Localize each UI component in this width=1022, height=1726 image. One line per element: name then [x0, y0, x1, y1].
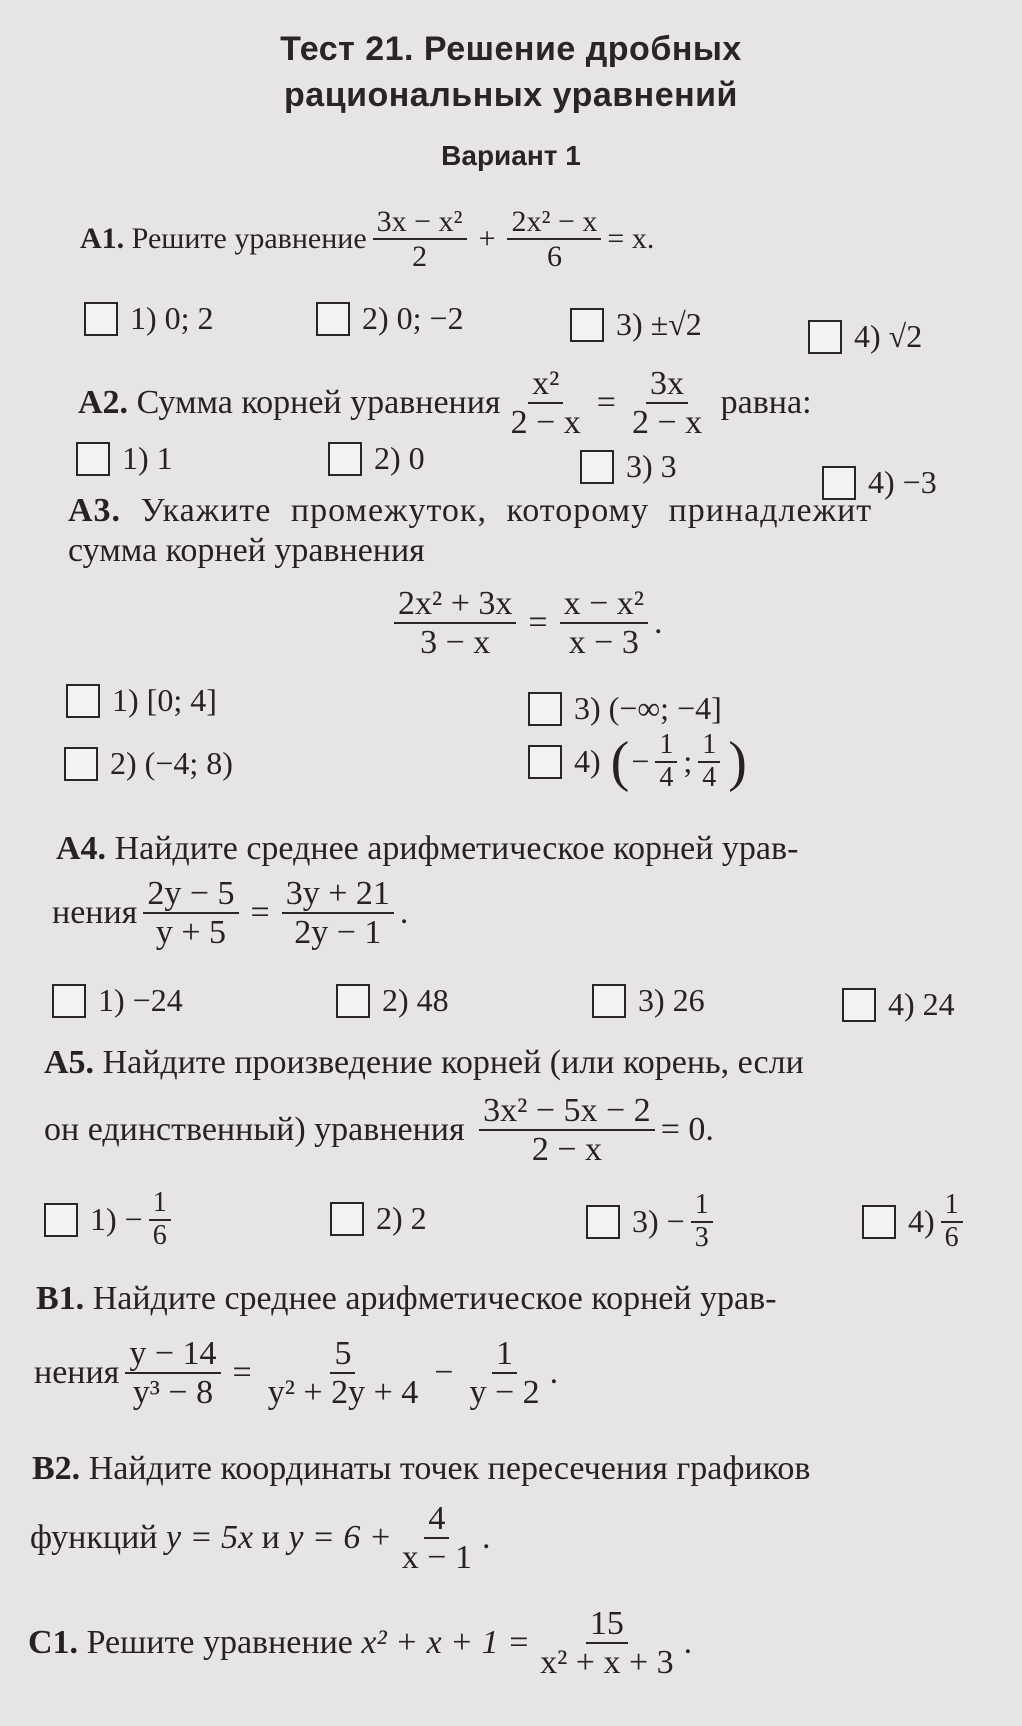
equation-tail: = 0. [660, 1111, 714, 1149]
operator: = [232, 1354, 252, 1392]
operator: − [434, 1354, 454, 1392]
option-text: 1) 0; 2 [130, 300, 214, 336]
question-c1 [28, 1605, 692, 1682]
numerator: 3y + 21 [282, 875, 394, 914]
fraction [536, 1605, 678, 1682]
checkbox[interactable] [580, 450, 614, 484]
numerator: 3x² − 5x − 2 [479, 1092, 655, 1131]
option-a2-3[interactable] [580, 448, 677, 485]
numerator: x − x² [560, 585, 648, 624]
operator: = [528, 604, 548, 642]
question-b1-line2 [34, 1335, 558, 1412]
checkbox[interactable] [528, 745, 562, 779]
checkbox[interactable] [592, 984, 626, 1018]
question-label: С1. [28, 1624, 79, 1662]
denominator: 6 [546, 240, 562, 273]
question-text: нения [34, 1354, 120, 1392]
question-text: Найдите произведение корней (или корень, если [102, 1044, 804, 1081]
variant-heading: Вариант 1 [441, 140, 581, 171]
conjunction: и [261, 1519, 280, 1557]
question-text: Сумма корней уравнения [136, 384, 501, 422]
option-a4-1[interactable] [52, 982, 183, 1019]
fraction [507, 205, 601, 273]
option-text: 3) ±√2 [616, 306, 702, 342]
option-text: 1) −24 [98, 982, 183, 1018]
numerator: 4 [424, 1500, 449, 1539]
question-a2 [78, 365, 812, 442]
fraction [398, 1500, 476, 1577]
option-text: 4) [574, 743, 601, 780]
checkbox[interactable] [842, 988, 876, 1022]
numerator: 2y − 5 [143, 875, 238, 914]
period: . [549, 1354, 559, 1392]
question-label: В2. [32, 1450, 81, 1487]
equation-a3 [388, 585, 662, 662]
denominator: 6 [944, 1221, 959, 1253]
period: . [683, 1624, 693, 1662]
denominator: y³ − 8 [132, 1374, 214, 1412]
fraction [628, 365, 706, 442]
question-text: Найдите среднее арифметическое корней урав- [92, 1280, 777, 1317]
option-a5-4[interactable] [862, 1190, 969, 1254]
numerator: 1 [698, 730, 720, 763]
option-text: 3) 3 [626, 448, 677, 484]
fraction [149, 1188, 171, 1252]
equation-left: x² + x + 1 = [361, 1624, 531, 1662]
denominator: x² + x + 3 [540, 1644, 674, 1682]
fraction [465, 1335, 543, 1412]
option-a2-2[interactable] [328, 440, 425, 477]
numerator: 1 [492, 1335, 517, 1374]
numerator: 1 [655, 730, 677, 763]
option-a2-1[interactable] [76, 440, 173, 477]
numerator: x² [528, 365, 563, 404]
option-text: 2) 2 [376, 1200, 427, 1236]
option-text: 4) √2 [854, 318, 923, 354]
option-a3-2[interactable] [64, 745, 233, 782]
checkbox[interactable] [330, 1202, 364, 1236]
option-text: 3) 26 [638, 982, 705, 1018]
denominator: 2y − 1 [294, 914, 382, 952]
function-2: y = 6 + [288, 1519, 392, 1557]
numerator: 2x² + 3x [394, 585, 516, 624]
option-text: 4) [908, 1203, 935, 1240]
numerator: 2x² − x [507, 205, 601, 240]
denominator: 2 − x [531, 1131, 602, 1169]
question-text: Решите уравнение [131, 222, 367, 255]
numerator: 5 [330, 1335, 355, 1374]
fraction [655, 730, 677, 794]
checkbox[interactable] [44, 1203, 78, 1237]
question-a4-line1 [56, 830, 798, 868]
question-b1-line1 [36, 1280, 777, 1318]
numerator: 15 [586, 1605, 628, 1644]
checkbox[interactable] [76, 442, 110, 476]
option-a3-1[interactable] [66, 682, 217, 719]
checkbox[interactable] [64, 747, 98, 781]
checkbox[interactable] [328, 442, 362, 476]
denominator: x − 1 [401, 1539, 472, 1577]
minus-sign: − [631, 743, 650, 780]
option-a1-1[interactable] [84, 300, 214, 337]
checkbox[interactable] [808, 320, 842, 354]
checkbox[interactable] [570, 308, 604, 342]
checkbox[interactable] [586, 1205, 620, 1239]
fraction [507, 365, 585, 442]
numerator: y − 14 [125, 1335, 220, 1374]
question-text: нения [52, 894, 138, 932]
title-line-1: Тест 21. Решение дробных [280, 30, 742, 68]
fraction [479, 1092, 655, 1169]
operator: = [596, 384, 616, 422]
option-text: 3) (−∞; −4] [574, 690, 722, 726]
option-text: 1) [0; 4] [112, 682, 217, 718]
question-a5-line1 [44, 1044, 804, 1082]
option-text: 1) 1 [122, 440, 173, 476]
question-label: А2. [78, 384, 129, 422]
denominator: y² + 2y + 4 [267, 1374, 419, 1412]
denominator: 6 [152, 1219, 167, 1251]
function-1: y = 5x [165, 1519, 254, 1557]
numerator: 3x [646, 365, 688, 404]
question-a4-line2 [52, 875, 408, 952]
fraction [282, 875, 394, 952]
question-text: Укажите промежуток, которому принадлежит [140, 492, 873, 529]
operator: + [478, 222, 496, 255]
left-paren: ( [610, 730, 630, 793]
checkbox[interactable] [52, 984, 86, 1018]
numerator: 1 [941, 1190, 963, 1223]
question-a3-line2: сумма корней уравнения [68, 532, 425, 569]
fraction [264, 1335, 423, 1412]
checkbox[interactable] [862, 1205, 896, 1239]
option-text: 4) −3 [868, 464, 937, 500]
question-label: А5. [44, 1044, 95, 1081]
denominator: 4 [702, 761, 717, 793]
option-text: 2) 48 [382, 982, 449, 1018]
question-text: Решите уравнение [86, 1624, 353, 1662]
question-text: функций [30, 1519, 158, 1557]
numerator: 1 [149, 1188, 171, 1221]
denominator: 4 [659, 761, 674, 793]
question-label: А3. [68, 492, 122, 529]
question-b2-line1 [32, 1450, 810, 1488]
fraction [691, 1190, 713, 1254]
option-text: 2) 0 [374, 440, 425, 476]
option-a4-3[interactable] [592, 982, 705, 1019]
question-label: В1. [36, 1280, 85, 1317]
checkbox[interactable] [84, 302, 118, 336]
fraction [560, 585, 648, 662]
question-b2-line2 [30, 1500, 490, 1577]
denominator: 3 [694, 1221, 709, 1253]
option-a5-2[interactable] [330, 1200, 427, 1237]
fraction [373, 205, 467, 273]
option-a1-2[interactable] [316, 300, 464, 337]
option-a1-3[interactable] [570, 306, 702, 343]
question-text: Найдите координаты точек пересечения графиков [88, 1450, 811, 1487]
period: . [399, 894, 409, 932]
question-label: А4. [56, 830, 107, 867]
checkbox[interactable] [66, 684, 100, 718]
option-a4-4[interactable] [842, 986, 955, 1023]
denominator: 2 [412, 240, 428, 273]
option-text: 1) − [90, 1201, 143, 1238]
checkbox[interactable] [336, 984, 370, 1018]
option-a3-3[interactable] [528, 690, 722, 727]
denominator: y + 5 [155, 914, 227, 952]
option-a5-3[interactable] [586, 1190, 719, 1254]
numerator: 1 [691, 1190, 713, 1223]
option-a5-1[interactable] [44, 1188, 177, 1252]
denominator: y − 2 [469, 1374, 540, 1412]
question-text: Найдите среднее арифметическое корней урав- [114, 830, 799, 867]
numerator: 3x − x² [373, 205, 467, 240]
operator: = [250, 894, 270, 932]
fraction [698, 730, 720, 794]
fraction [143, 875, 238, 952]
right-paren: ) [728, 730, 747, 793]
option-a4-2[interactable] [336, 982, 449, 1019]
question-a5-line2 [44, 1092, 714, 1169]
fraction [394, 585, 516, 662]
denominator: 2 − x [510, 404, 581, 442]
separator: ; [683, 743, 693, 780]
checkbox[interactable] [528, 692, 562, 726]
option-text: 4) 24 [888, 986, 955, 1022]
option-text: 2) 0; −2 [362, 300, 464, 336]
fraction [125, 1335, 220, 1412]
question-label: А1. [80, 222, 125, 255]
fraction [941, 1190, 963, 1254]
option-a1-4[interactable] [808, 318, 922, 355]
equation-tail: равна: [720, 384, 812, 422]
checkbox[interactable] [316, 302, 350, 336]
title-line-2: рациональных уравнений [284, 76, 738, 114]
question-a3-line1 [68, 492, 872, 530]
denominator: x − 3 [568, 624, 639, 662]
denominator: 3 − x [420, 624, 491, 662]
option-text: 3) − [632, 1203, 685, 1240]
period: . [481, 1519, 491, 1557]
option-a3-4[interactable] [528, 730, 749, 794]
option-text: 2) (−4; 8) [110, 745, 233, 781]
denominator: 2 − x [631, 404, 703, 442]
question-a1 [80, 205, 654, 273]
question-text: он единственный) уравнения [44, 1111, 465, 1149]
equation-tail: = x. [607, 222, 655, 255]
period: . [653, 604, 663, 642]
